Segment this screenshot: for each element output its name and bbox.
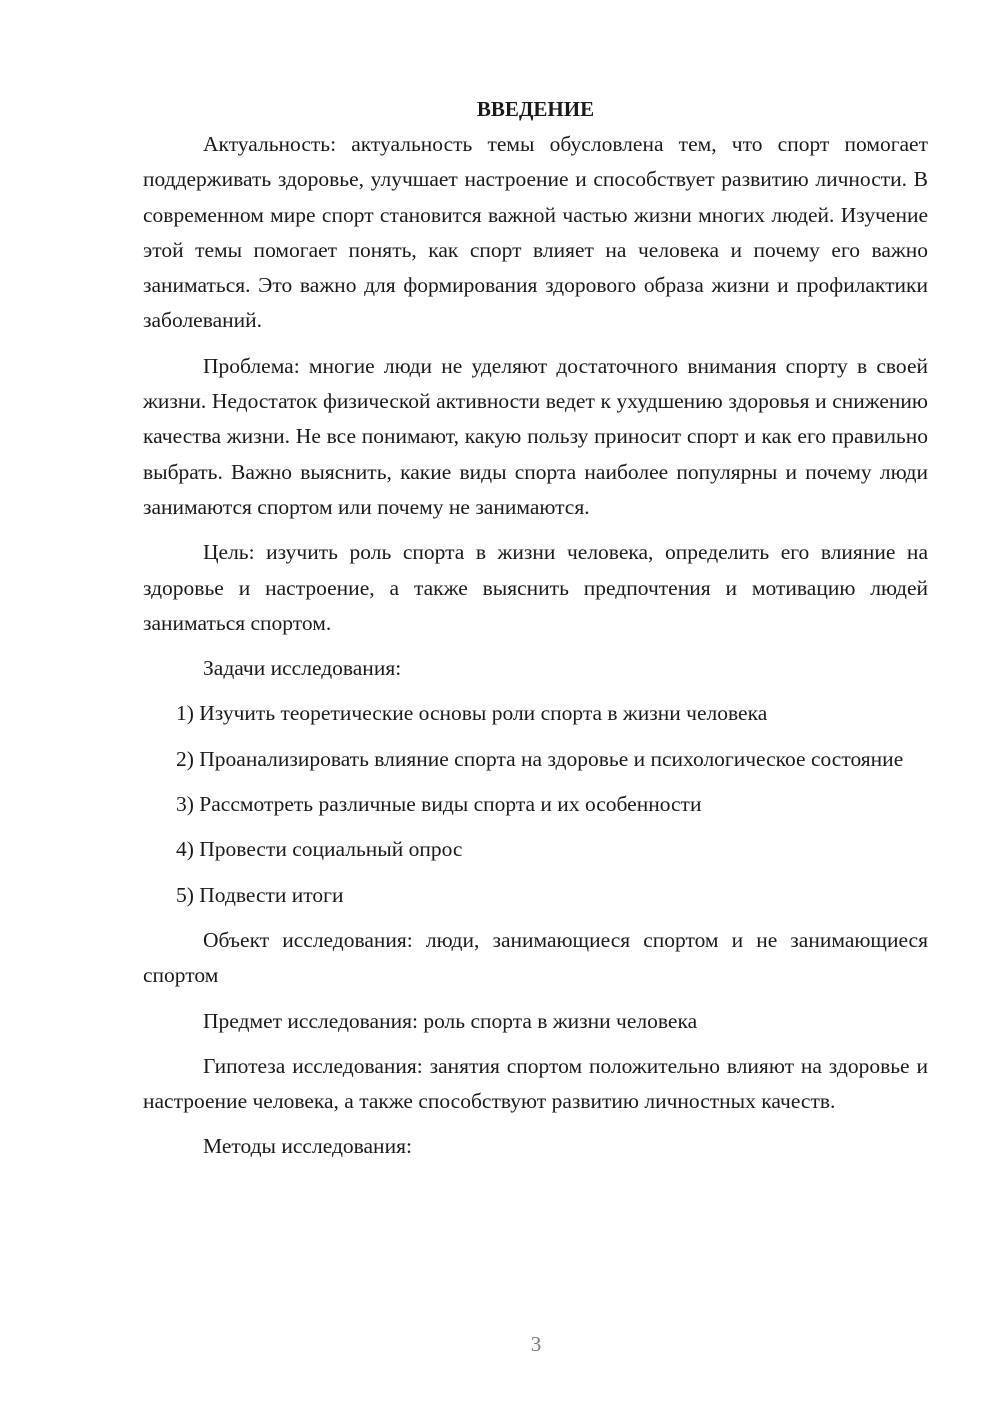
paragraph-hypothesis: Гипотеза исследования: занятия спортом положительно влияют на здоровье и настроение человека, а также способствуют развитию личностных качеств. — [143, 1053, 928, 1114]
page-number: 3 — [530, 1332, 542, 1356]
paragraph-goal: Цель: изучить роль спорта в жизни человека, определить его влияние на здоровье и настроение, а также выяснить предпочтения и мотивацию людей заниматься спортом. — [143, 540, 928, 635]
task-item-4: 4) Провести социальный опрос — [176, 837, 463, 862]
paragraph-subject: Предмет исследования: роль спорта в жизни человека — [203, 1008, 698, 1033]
task-item-5: 5) Подвести итоги — [176, 882, 344, 907]
paragraph-object: Объект исследования: люди, занимающиеся спортом и не занимающиеся спортом — [143, 927, 928, 988]
paragraph-relevance: Актуальность: актуальность темы обусловлена тем, что спорт помогает поддерживать здоровье, улучшает настроение и способствует развитию личности. В современном мире спорт становится важной частью жизни многих людей. Изучение этой темы помогает понять, как спорт влияет на человека и почему его важно заниматься. Это важно для формирования здорового образа жизни и профилактики заболеваний. — [143, 132, 928, 333]
methods-heading: Методы исследования: — [203, 1134, 412, 1159]
section-title: ВВЕДЕНИЕ — [476, 97, 595, 121]
document-page — [143, 92, 928, 1165]
tasks-heading: Задачи исследования: — [203, 656, 402, 681]
paragraph-problem: Проблема: многие люди не уделяют достаточного внимания спорту в своей жизни. Недостаток физической активности ведет к ухудшению здоровья и снижению качества жизни. Не все понимают, какую пользу приносит спорт и как его правильно выбрать. Важно выяснить, какие виды спорта наиболее популярны и почему люди занимаются спортом или почему не занимаются. — [143, 353, 928, 519]
task-item-2: 2) Проанализировать влияние спорта на здоровье и психологическое состояние — [176, 746, 904, 771]
task-item-3: 3) Рассмотреть различные виды спорта и их особенности — [176, 792, 702, 817]
task-item-1: 1) Изучить теоретические основы роли спорта в жизни человека — [176, 701, 768, 726]
